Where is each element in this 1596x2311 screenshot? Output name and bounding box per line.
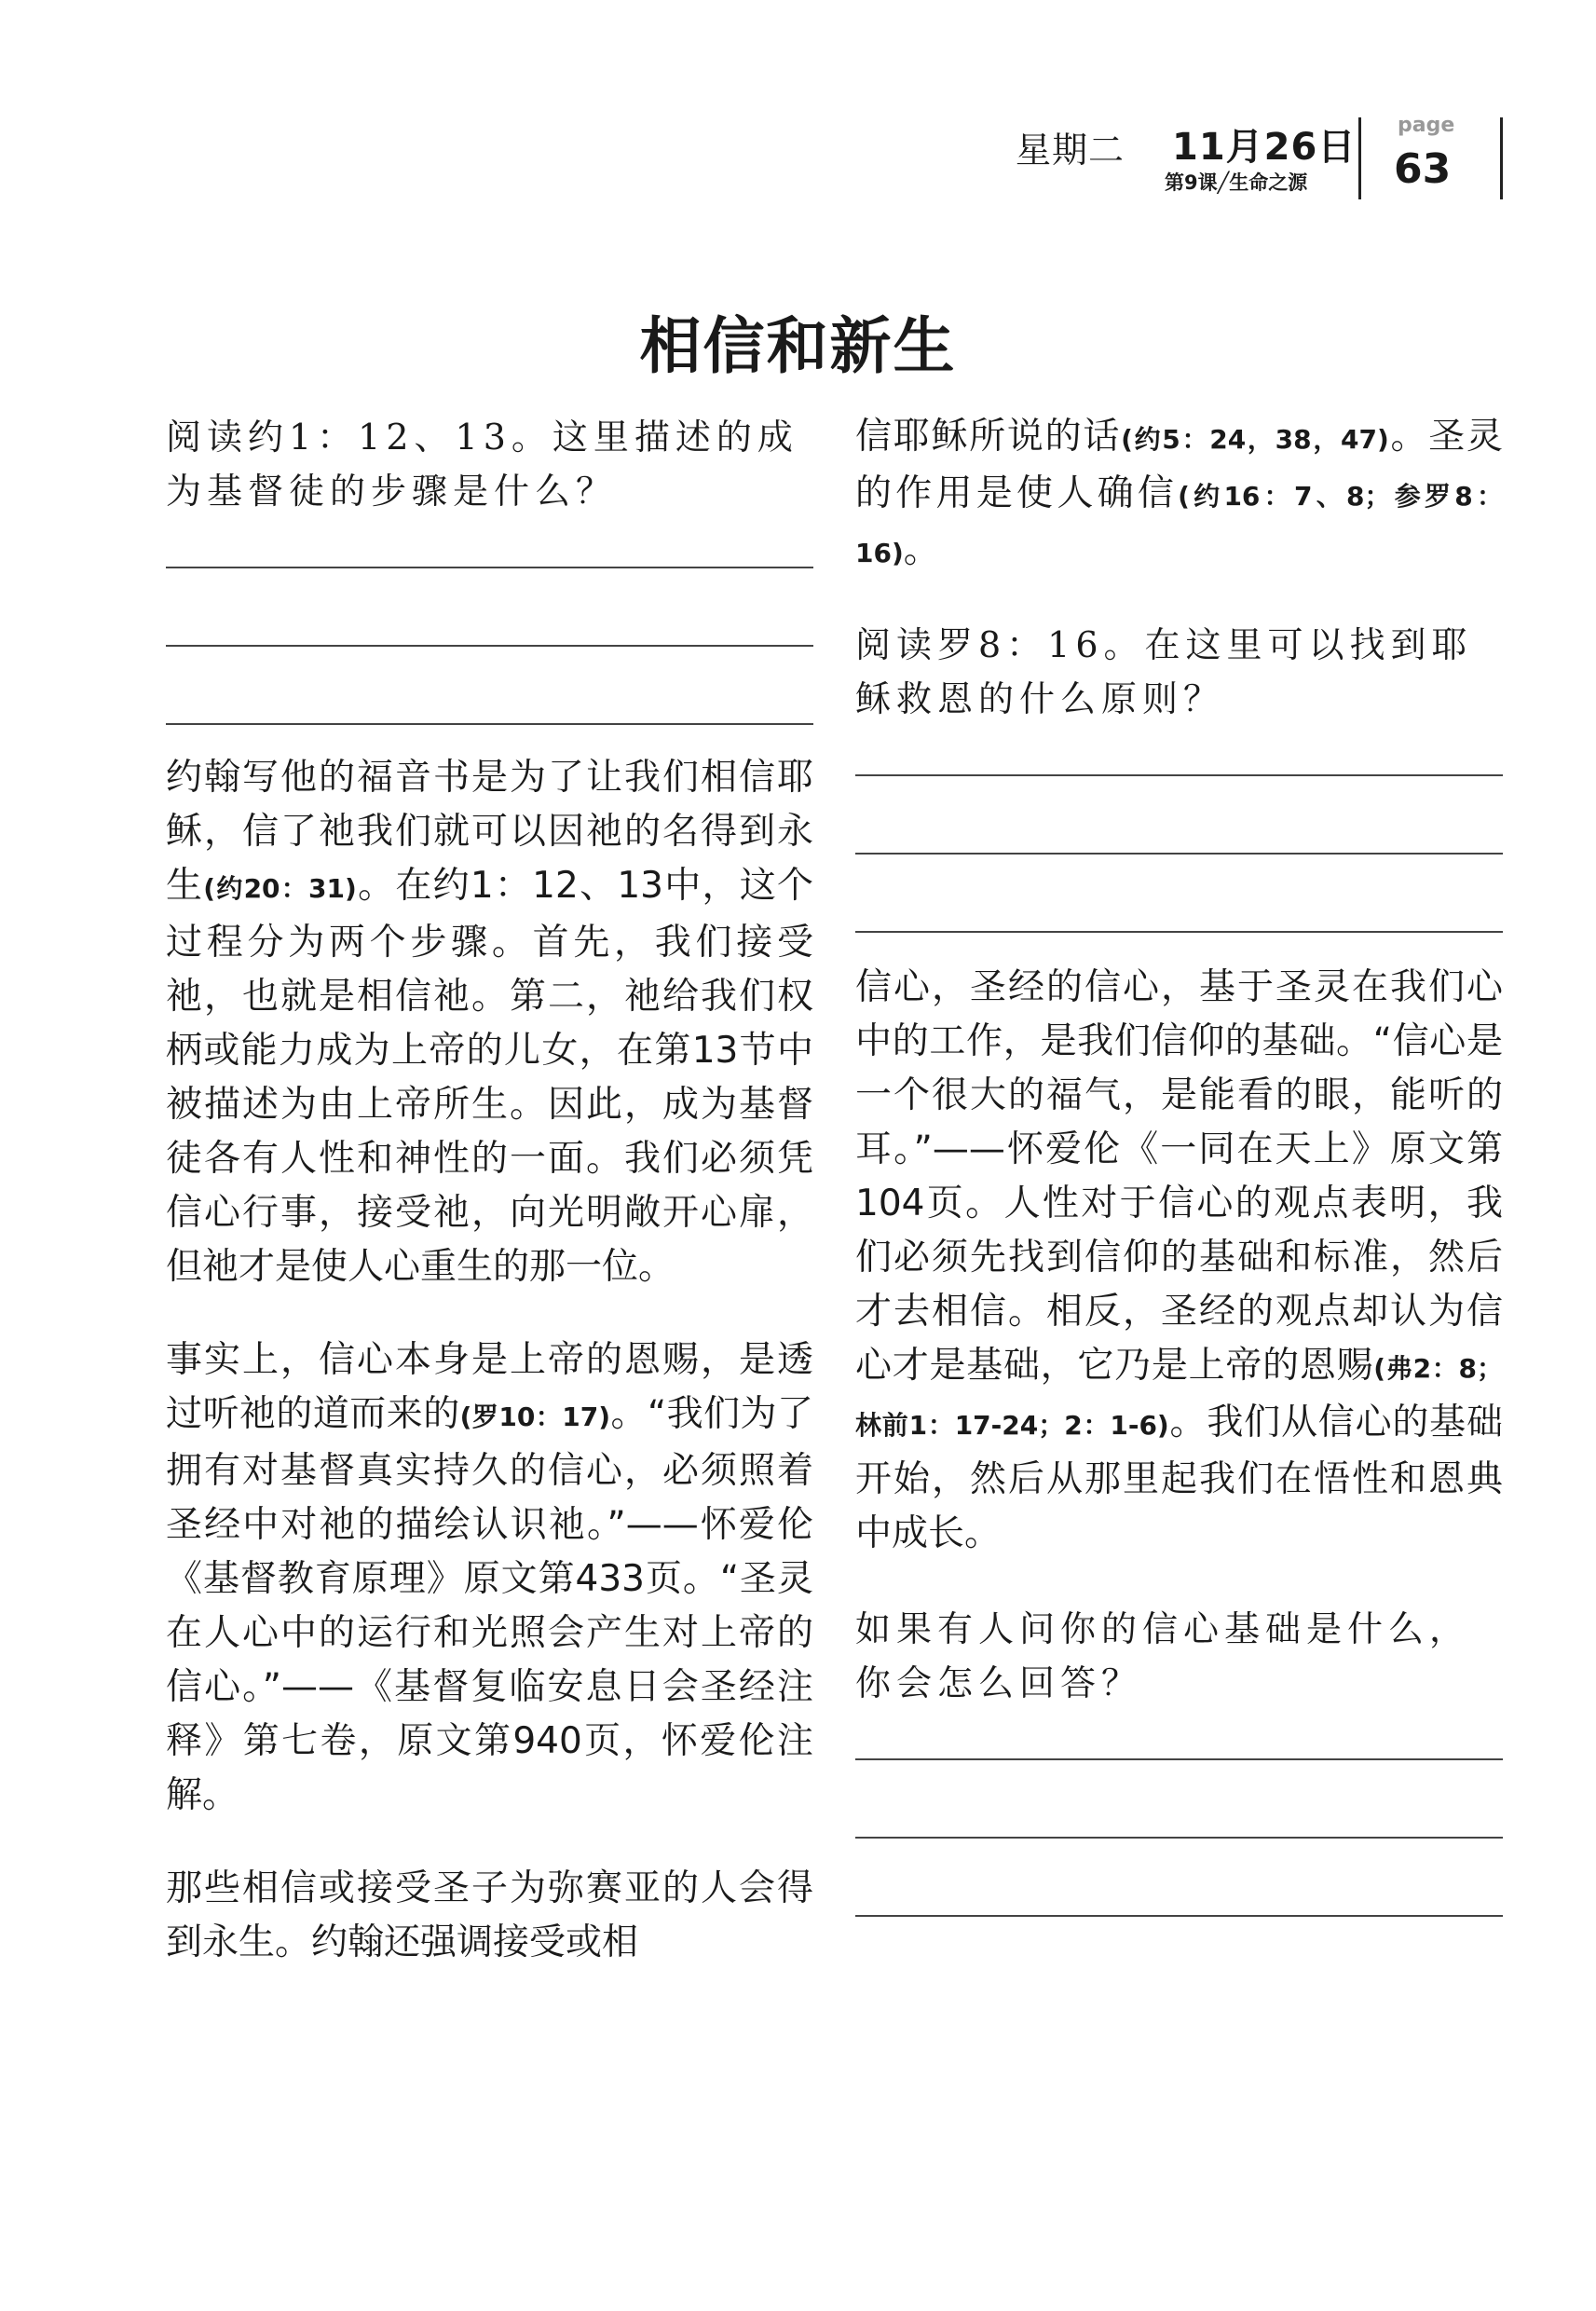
left-column [166, 410, 813, 1970]
question-3: 如果有人问你的信心基础是什么，你会怎么回答？ [855, 1608, 1471, 1703]
answer-line[interactable] [855, 931, 1503, 933]
date: 11月26日 [1172, 126, 1357, 169]
text: 信耶稣所说的话 [855, 416, 1122, 458]
paragraph-right-2 [855, 961, 1503, 1561]
text: 。在约1：12、13中，这个过程分为两个步骤。首先，我们接受祂，也就是相信祂。第二，祂给我们权柄或能力成为上帝的儿女，在第13节中被描述为由上帝所生。因此，成为基督徒各有人性和神性的一面。我们必须凭信心行事，接受祂，向光明敞开心扉，但祂才是使人心重生的那一位。 [166, 865, 813, 1288]
page-label: page [1398, 114, 1455, 137]
page-header [932, 110, 1528, 203]
text: 事实上，信心本身是上帝的恩赐，是透过听祂的道而来的 [166, 1339, 813, 1435]
paragraph-left-1 [166, 751, 813, 1294]
answer-line[interactable] [855, 1915, 1503, 1917]
paragraph-left-3: 那些相信或接受圣子为弥赛亚的人会得到永生。约翰还强调接受或相 [166, 1867, 813, 1963]
text: 约翰写他的福音书是为了让我们相信耶稣，信了祂我们就可以因祂的名得到永生 [166, 757, 813, 907]
header-divider [1358, 117, 1361, 199]
header-right-rule [1500, 117, 1503, 199]
answer-lines-3[interactable] [855, 1758, 1503, 1917]
answer-line[interactable] [855, 774, 1503, 776]
text: 。我们从信心的基础开始，然后从那里起我们在悟性和恩典中成长。 [855, 1402, 1503, 1554]
weekday: 星期二 [1016, 130, 1125, 171]
lesson-label: 第9课╱生命之源 [1165, 171, 1308, 194]
text: 。圣灵的作用是使人确信 [855, 416, 1503, 514]
text: 。“我们为了拥有对基督真实持久的信心，必须照着圣经中对祂的描绘认识祂。”——怀爱伦《基督教育原理》原文第433页。“圣灵在人心中的运行和光照会产生对上帝的信心。”——《基督复临安息日会圣经注释》第七卷，原文第940页，怀爱伦注解。 [166, 1393, 813, 1816]
text: 。 [903, 529, 940, 571]
scripture-ref: (约20：31) [203, 873, 357, 904]
answer-line[interactable] [166, 567, 813, 568]
scripture-ref: (罗10：17) [459, 1402, 611, 1432]
scripture-ref: (弗2：8；林前1：17-24；2：1-6) [855, 1353, 1503, 1441]
answer-lines-2[interactable] [855, 774, 1503, 933]
answer-line[interactable] [855, 1837, 1503, 1839]
scripture-ref: (约5：24，38，47) [1121, 424, 1389, 455]
answer-line[interactable] [855, 853, 1503, 855]
paragraph-left-2 [166, 1333, 813, 1823]
right-column [855, 410, 1503, 1993]
page-title: 相信和新生 [639, 309, 957, 382]
answer-line[interactable] [855, 1758, 1503, 1760]
answer-line[interactable] [166, 723, 813, 725]
page-number: 63 [1394, 145, 1452, 193]
question-2: 阅读罗8：16。在这里可以找到耶稣救恩的什么原则？ [855, 624, 1473, 719]
text: 信心，圣经的信心，基于圣灵在我们心中的工作，是我们信仰的基础。“信心是一个很大的福气，是能看的眼，能听的耳。”——怀爱伦《一同在天上》原文第104页。人性对于信心的观点表明，我们必须先找到信仰的基础和标准，然后才去相信。相反，圣经的观点却认为信心才是基础，它乃是上帝的恩赐 [855, 966, 1503, 1387]
paragraph-right-1 [855, 410, 1503, 581]
answer-lines-1[interactable] [166, 567, 813, 725]
scripture-ref: (约16：7、8；参罗8：16) [855, 481, 1503, 568]
question-1: 阅读约1：12、13。这里描述的成为基督徒的步骤是什么？ [166, 417, 798, 512]
answer-line[interactable] [166, 645, 813, 647]
